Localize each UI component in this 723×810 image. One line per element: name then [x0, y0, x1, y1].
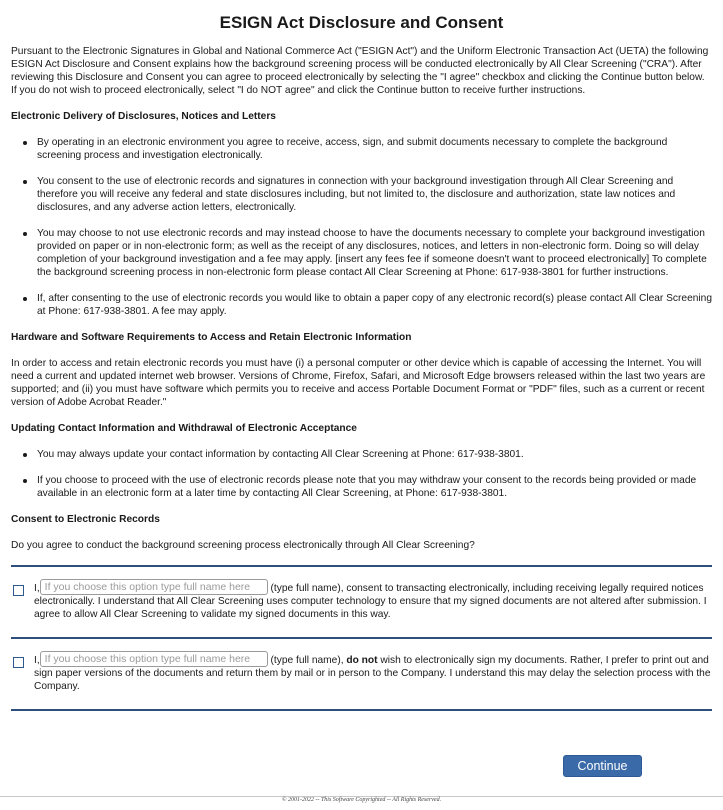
decline-checkbox[interactable]	[13, 657, 24, 668]
decline-option	[11, 654, 712, 693]
page-title: ESIGN Act Disclosure and Consent	[219, 13, 504, 32]
list-item: By operating in an electronic environment you agree to receive, access, sign, and submit documents necessary to complete the background screening process and investigation electronically.	[11, 136, 712, 162]
decline-emphasis: do not	[346, 655, 378, 667]
agree-prefix: I,	[34, 583, 40, 595]
section-title-updating: Updating Contact Information and Withdrawal of Electronic Acceptance	[11, 423, 357, 434]
decline-text-after: wish to electronically sign my documents. Rather, I prefer to print out and sign paper versions of the documents and return them by mail or in person to the Company. I understand this may delay the selection process with the Company.	[34, 655, 711, 693]
divider	[11, 709, 712, 711]
consent-question: Do you agree to conduct the background screening process electronically through All Clear Screening?	[11, 540, 475, 551]
divider	[11, 637, 712, 639]
decline-name-input[interactable]	[40, 651, 268, 667]
agree-checkbox[interactable]	[13, 585, 24, 596]
list-item: If, after consenting to the use of electronic records you would like to obtain a paper copy of any electronic record(s) please contact All Clear Screening at Phone: 617-938-3801. A fee may apply.	[11, 292, 712, 318]
list-item: If you choose to proceed with the use of electronic records please note that you may withdraw your consent to the records being provided or made available in an electronic form at a later time by contacting All Clear Screening, at Phone: 617-938-3801.	[11, 474, 712, 500]
list-item: You consent to the use of electronic records and signatures in connection with your background investigation through All Clear Screening and therefore you will receive any federal and state disclosures including, but not limited to, the disclosure and authorization, state law notices and disclosures, and any adverse action letters, electronically.	[11, 175, 712, 214]
copyright-footer: © 2001-2022 -- This Software Copyrighted -- All Rights Reserved.	[281, 797, 442, 803]
decline-prefix: I,	[34, 655, 40, 667]
delivery-list	[11, 136, 712, 318]
list-item: You may always update your contact information by contacting All Clear Screening at Phone: 617-938-3801.	[11, 448, 712, 461]
hardware-paragraph: In order to access and retain electronic records you must have (i) a personal computer or other device which is capable of accessing the Internet. You will need a current and updated internet web browser. Versions of Chrome, Firefox, Safari, and Microsoft Edge browsers released within the last two years are supported; and (ii) you must have software which permits you to receive and access Portable Document Format or "PDF" files, such as a current or recent version of Adobe Acrobat Reader."	[11, 358, 706, 408]
decline-text-before: (type full name),	[270, 655, 344, 667]
section-title-consent: Consent to Electronic Records	[11, 514, 160, 525]
agree-text: (type full name), consent to transacting electronically, including receiving legally required notices electronically. I understand that All Clear Screening uses computer technology to ensure that my signed documents are not altered after submission. I agree to allow All Clear Screening to validate my signed documents in this way.	[34, 583, 707, 621]
section-title-delivery: Electronic Delivery of Disclosures, Notices and Letters	[11, 111, 276, 122]
disclosure-page	[11, 0, 712, 711]
updating-list	[11, 448, 712, 500]
list-item: You may choose to not use electronic records and may instead choose to have the documents necessary to complete your background investigation provided on paper or in non-electronic form; as well as the receipt of any disclosures, notices, and letters in non-electronic form. Doing so will delay completion of your background investigation and a fee may apply. [insert any fees fee if someone doesn't want to proceed electronically] To complete the background screening process in non-electronic form please contact All Clear Screening at Phone: 617-938-3801 for further instructions.	[11, 227, 712, 279]
continue-button[interactable]: Continue	[563, 755, 642, 777]
agree-option	[11, 582, 712, 621]
agree-name-input[interactable]	[40, 579, 268, 595]
section-title-hardware: Hardware and Software Requirements to Access and Retain Electronic Information	[11, 332, 412, 343]
divider	[11, 565, 712, 567]
intro-paragraph: Pursuant to the Electronic Signatures in Global and National Commerce Act ("ESIGN Act") and the Uniform Electronic Transaction Act (UETA) the following ESIGN Act Disclosure and Consent explains how the background screening process will be conducted electronically by All Clear Screening ("CRA"). After reviewing this Disclosure and Consent you can agree to proceed electronically by selecting the "I agree" checkbox and clicking the Continue button below. If you do not wish to proceed electronically, select "I do NOT agree" and click the Continue button to receive further instructions.	[11, 46, 709, 96]
